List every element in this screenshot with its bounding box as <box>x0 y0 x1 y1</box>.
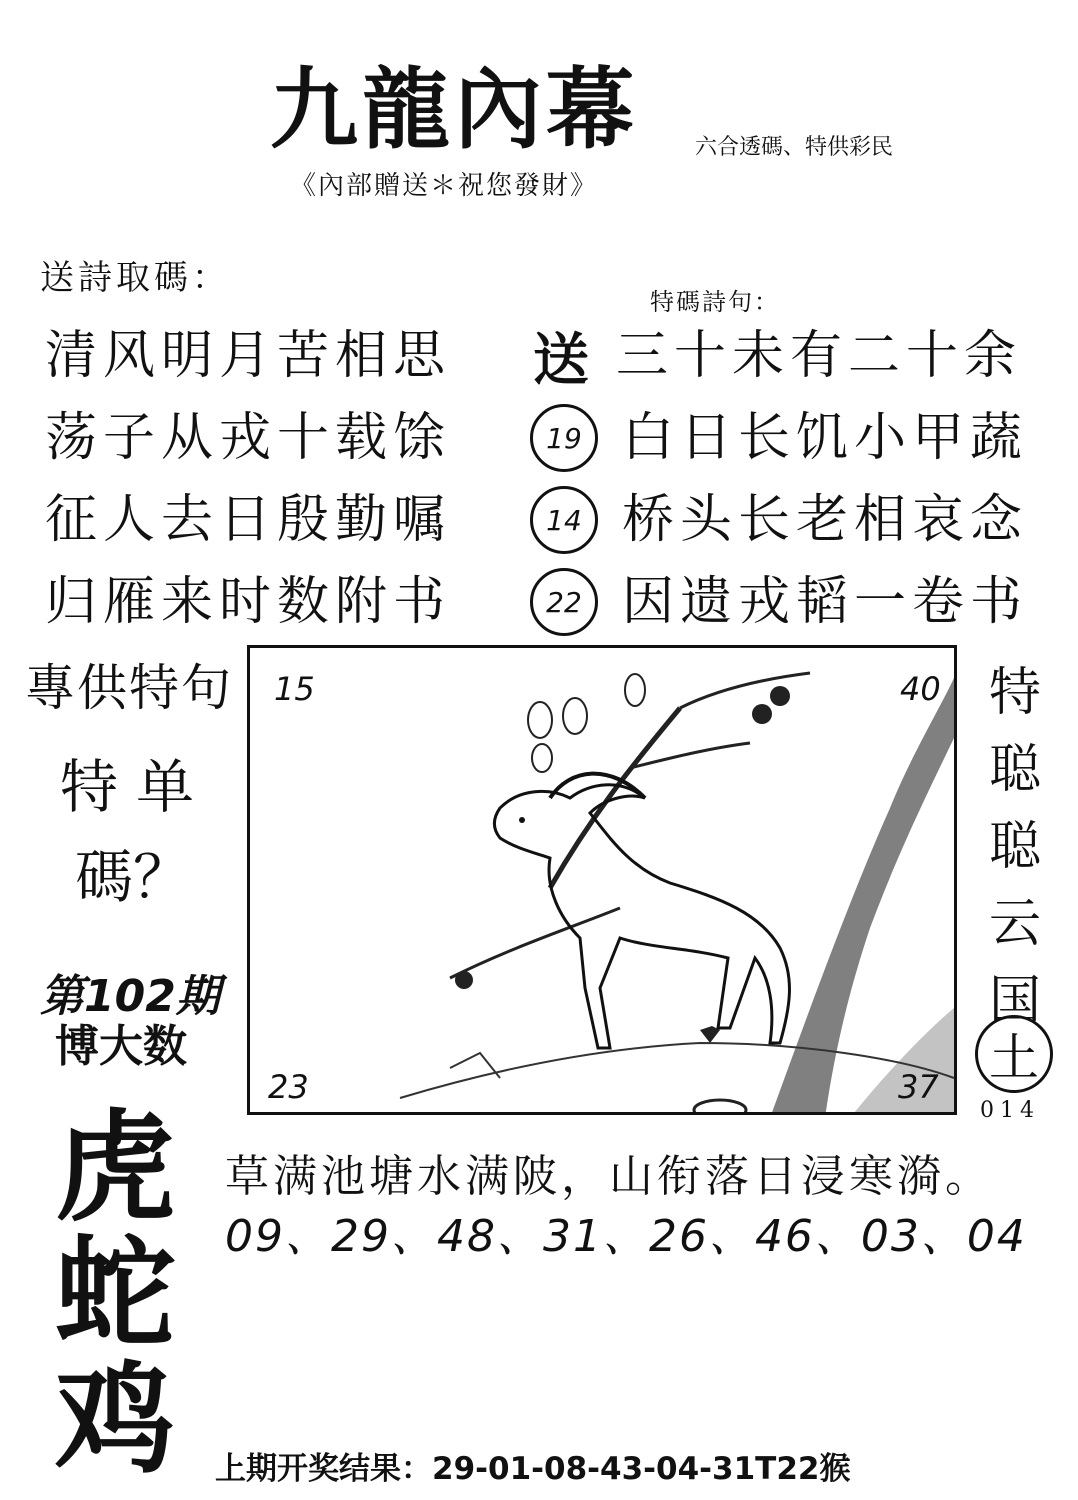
issue-subtitle: 博大数 <box>55 1021 187 1072</box>
send-marker: 送 <box>533 328 589 393</box>
circled-number: 14 <box>530 486 598 554</box>
circled-number: 19 <box>530 404 598 472</box>
last-draw-result: 上期开奖结果：29-01-08-43-04-31T22猴 <box>215 1451 851 1487</box>
corner-number-bottom-right: 37 <box>898 1068 939 1106</box>
zodiac-char: 虎 <box>55 1097 175 1238</box>
corner-number-top-right: 40 <box>900 670 941 708</box>
number-list: 09、29、48、31、26、46、03、04 <box>225 1211 1027 1262</box>
poem-right <box>530 315 1028 643</box>
corner-number-top-left: 15 <box>274 670 315 708</box>
right-vertical-char: 聪 <box>988 740 1041 800</box>
poem-left-line: 征人去日殷勤嘱 <box>45 490 452 550</box>
right-vertical-text <box>985 655 1045 1040</box>
poem-left-line: 清风明月苦相思 <box>45 326 452 386</box>
poem-left-line: 归雁来时数附书 <box>45 572 452 632</box>
issue-number: 第102期 <box>40 971 220 1022</box>
corner-number-bottom-left: 23 <box>268 1068 309 1106</box>
right-vertical-char: 国 <box>988 971 1041 1031</box>
poem-right-line: 桥头长老相哀念 <box>622 490 1029 550</box>
goat-illustration <box>247 645 957 1115</box>
poem-right-row <box>530 479 1028 561</box>
poem-right-line: 三十未有二十余 <box>616 326 1023 386</box>
right-vertical-char: 云 <box>988 894 1041 954</box>
zodiac-char: 鸡 <box>55 1349 175 1490</box>
poem-right-line: 白日长饥小甲蔬 <box>622 408 1029 468</box>
poem-right-row <box>530 315 1028 397</box>
special-phrase-line: 特单 <box>60 753 213 821</box>
zodiac-list <box>40 1097 190 1490</box>
special-phrase-line: 碼？ <box>75 843 192 911</box>
verse-line: 草满池塘水满陂，山衔落日浸寒漪。 <box>225 1151 993 1202</box>
right-vertical-char: 聪 <box>988 817 1041 877</box>
subtitle-right: 六合透碼、特供彩民 <box>695 135 894 160</box>
subtitle: 《內部贈送＊祝您發財》 <box>290 171 599 201</box>
poem-left-heading: 送詩取碼： <box>40 258 230 298</box>
poem-left-line: 荡子从戎十载馀 <box>45 408 452 468</box>
poem-right-heading: 特碼詩句： <box>650 288 780 316</box>
zodiac-char: 蛇 <box>55 1223 175 1364</box>
goat-sketch-icon <box>250 648 954 1112</box>
circled-number: 22 <box>530 568 598 636</box>
right-vertical-char: 特 <box>988 663 1041 723</box>
poem-left <box>45 315 451 643</box>
circled-element-char: 土 <box>975 1015 1053 1093</box>
poem-right-row <box>530 561 1028 643</box>
special-phrase-heading: 專供特句 <box>25 659 233 717</box>
poem-right-row <box>530 397 1028 479</box>
page-title: 九龍內幕 <box>270 57 639 161</box>
code-number: 014 <box>980 1098 1040 1123</box>
poem-right-line: 因遗戎韬一卷书 <box>622 572 1029 632</box>
